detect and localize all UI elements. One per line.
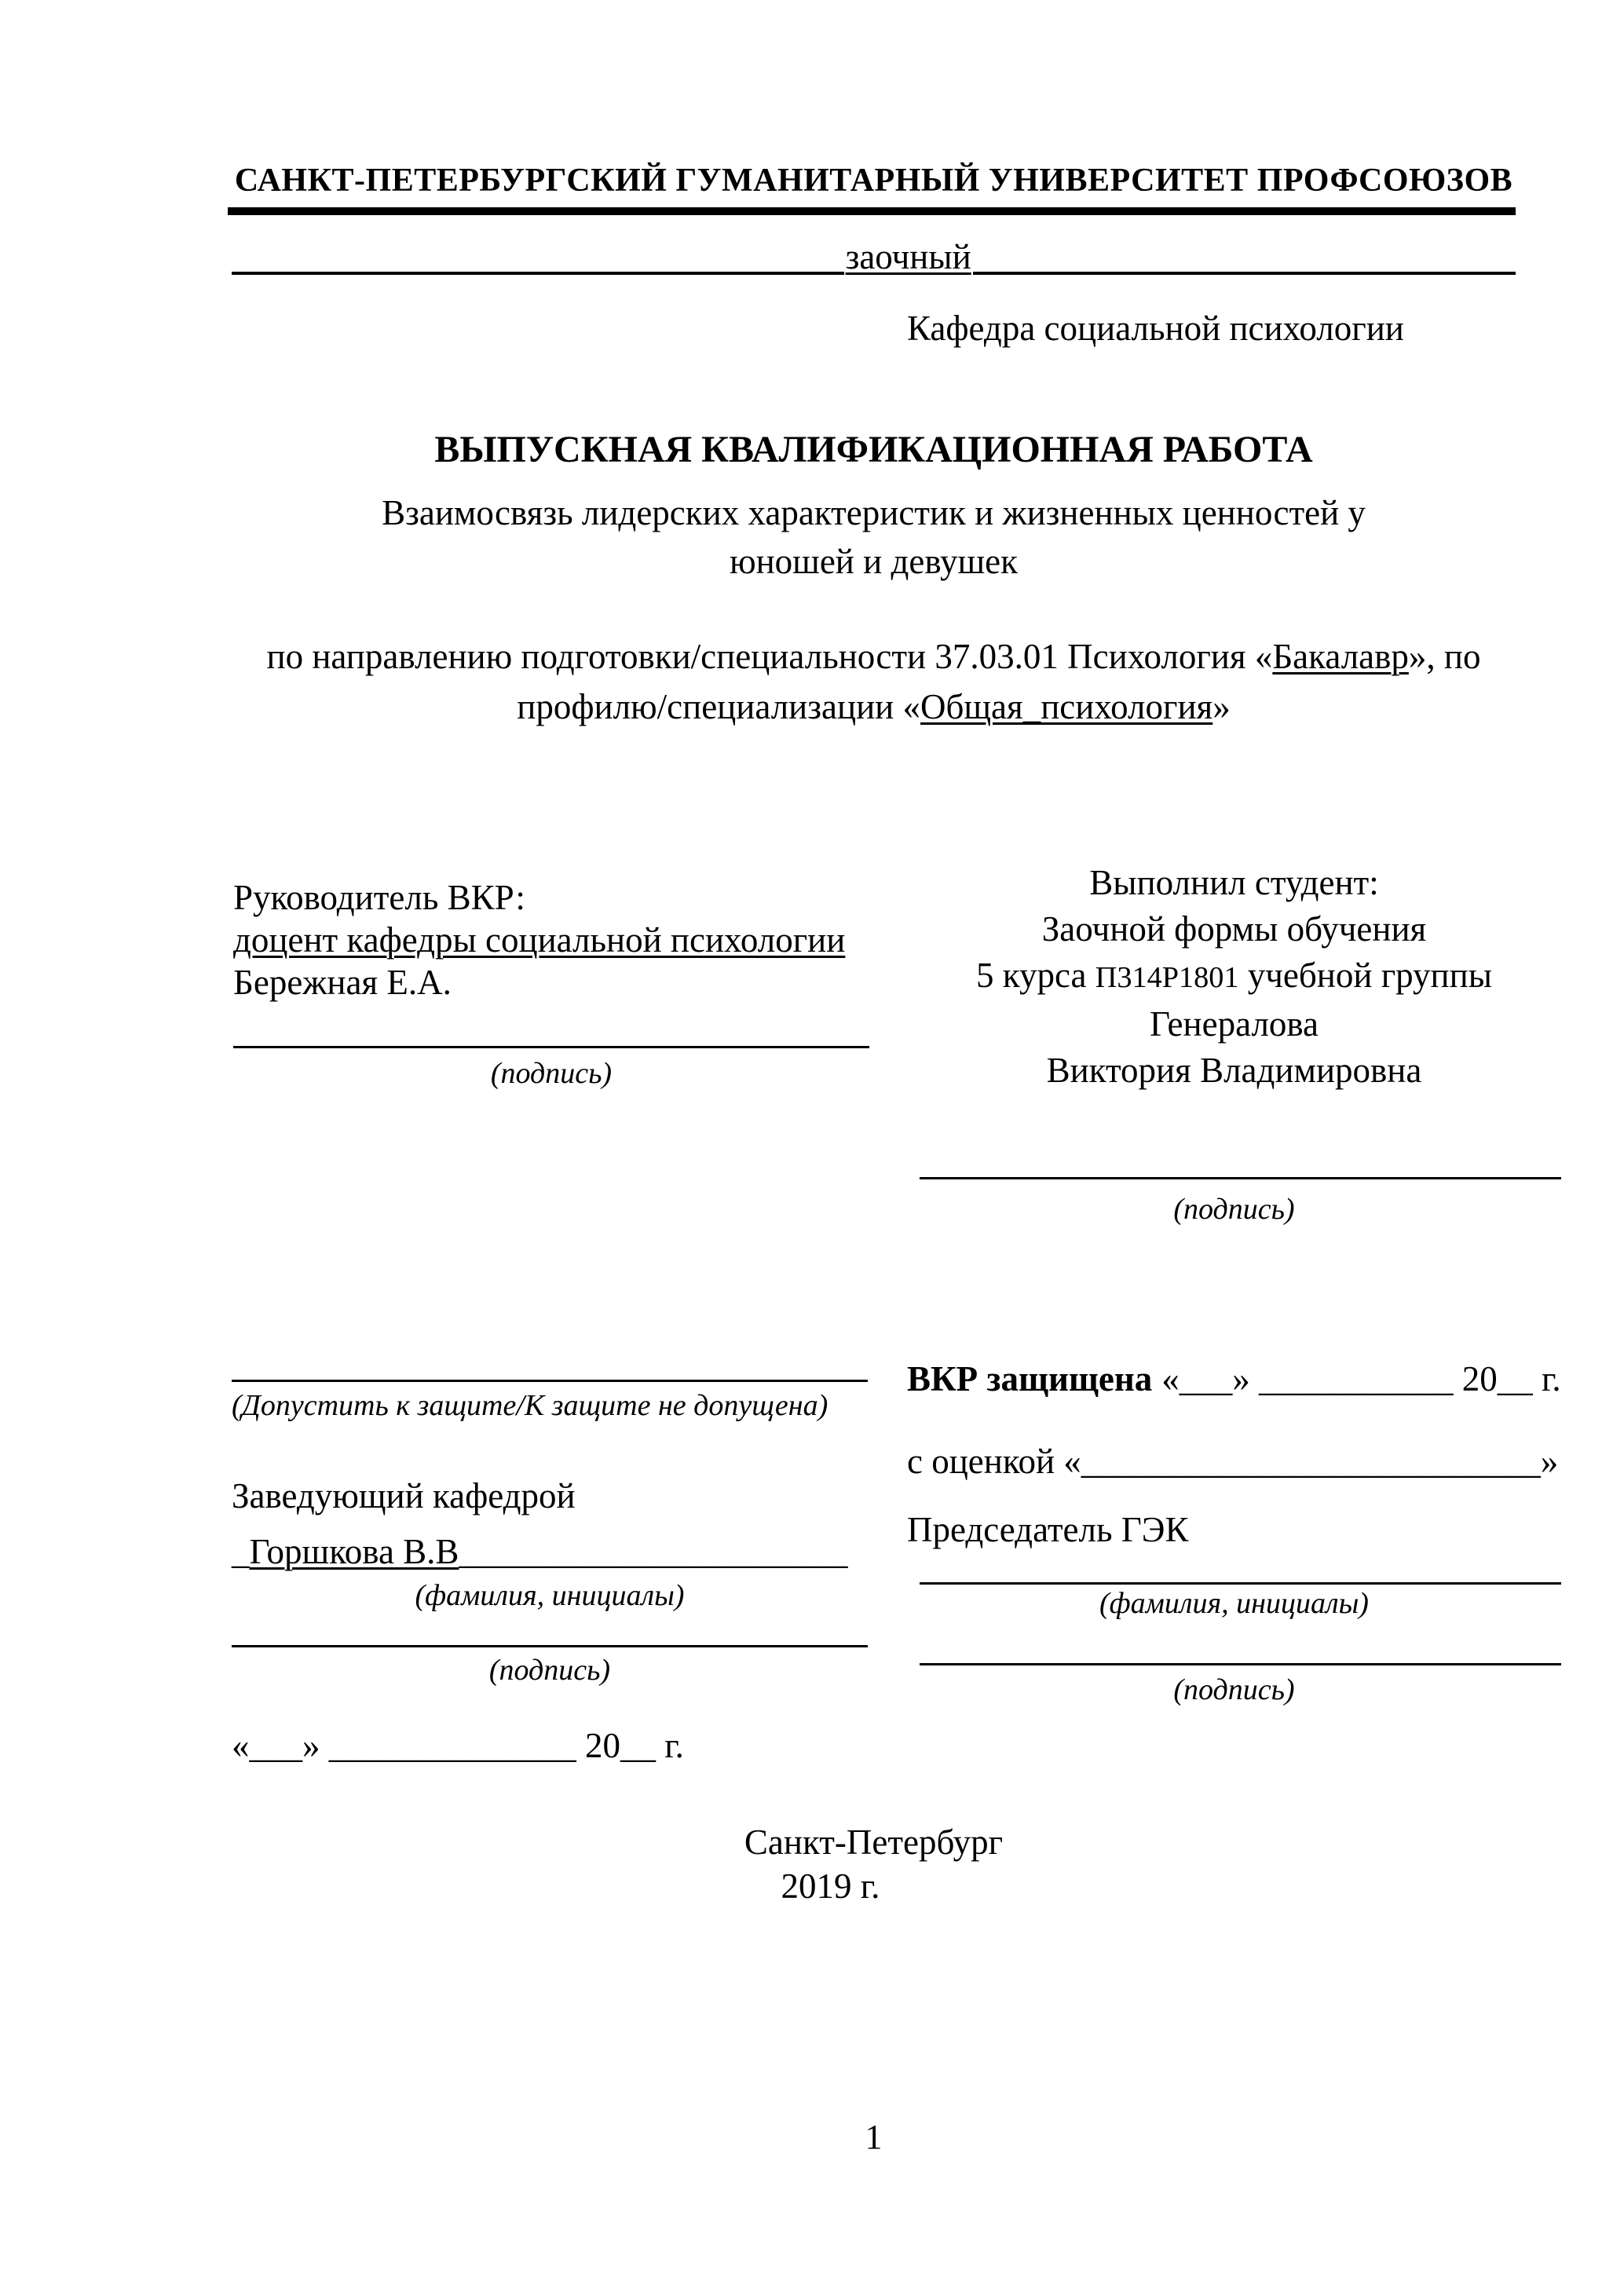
university-header: САНКТ-ПЕТЕРБУРГСКИЙ ГУМАНИТАРНЫЙ УНИВЕРСИТЕТ ПРОФСОЮЗОВ (234, 163, 1513, 199)
student-group (907, 952, 1561, 1001)
admission-note-caption: (Допустить к защите/К защите не допущена) (232, 1389, 828, 1422)
thesis-topic (232, 488, 1516, 586)
student-group-code: П314Р1801 (1095, 961, 1239, 994)
defense-block (907, 1357, 1561, 1707)
defense-status-line (907, 1357, 1561, 1401)
program-line-1-pre: по направлению подготовки/специальности 37.03.01 Психология « (266, 637, 1273, 676)
program-line-2-post: » (1213, 687, 1231, 726)
admission-decision-line (232, 1380, 868, 1382)
student-group-pre: 5 курса (976, 956, 1095, 995)
head-name-caption: (фамилия, инициалы) (415, 1579, 685, 1612)
defense-grade-line (907, 1439, 1561, 1483)
chair-signature-line (920, 1663, 1561, 1665)
student-block (907, 860, 1561, 1227)
head-name-line (232, 1530, 868, 1574)
header-rule (228, 207, 1516, 215)
study-form-line (232, 236, 1516, 278)
student-name-patronymic: Виктория Владимировна (1046, 1051, 1422, 1090)
supervisor-block (233, 876, 869, 1091)
admission-block (232, 1380, 868, 1768)
program-line-2-pre: профилю/специализации « (517, 687, 920, 726)
year: 2019 г. (781, 1866, 880, 1906)
program-line-1 (232, 631, 1516, 682)
head-of-department-label: Заведующий кафедрой (232, 1476, 576, 1515)
department-line: Кафедра социальной психологии (907, 309, 1404, 348)
program-line-1-post: », по (1408, 637, 1481, 676)
study-form-value: заочный (845, 237, 971, 276)
program-specification (232, 631, 1516, 732)
gek-chair-label: Председатель ГЭК (907, 1510, 1189, 1549)
head-name-trail-underscores: ______________________ (459, 1532, 848, 1571)
city: Санкт-Петербург (744, 1823, 1004, 1862)
student-group-post: учебной группы (1238, 956, 1492, 995)
thesis-topic-line-1: Взаимосвязь лидерских характеристик и жизненных ценностей у (382, 493, 1366, 532)
supervisor-signature-caption: (подпись) (490, 1057, 613, 1090)
student-signature-caption: (подпись) (1173, 1193, 1295, 1226)
admission-date-line: «___» ______________ 20__ г. (232, 1726, 684, 1765)
supervisor-signature-line (233, 1046, 869, 1048)
grade-post: » (1540, 1442, 1559, 1481)
program-line-2 (232, 682, 1516, 732)
program-profile: Общая_психология (920, 687, 1213, 726)
chair-name-line (920, 1582, 1561, 1585)
page-number: 1 (865, 2118, 883, 2156)
student-form: Заочной формы обучения (1041, 909, 1427, 949)
supervisor-name: Бережная Е.А. (233, 963, 452, 1002)
blank-line-right (973, 236, 1516, 275)
thesis-topic-line-2: юношей и девушек (729, 542, 1019, 581)
grade-blank: __________________________ (1081, 1442, 1541, 1481)
document-type-title: ВЫПУСКНАЯ КВАЛИФИКАЦИОННАЯ РАБОТА (434, 429, 1313, 470)
grade-pre: с оценкой « (907, 1442, 1081, 1481)
footer-city-year (232, 1820, 1516, 1908)
head-name: Горшкова В.В (249, 1532, 459, 1571)
student-signature-line (920, 1177, 1561, 1179)
student-surname: Генералова (1149, 1004, 1319, 1044)
head-signature-line (232, 1645, 868, 1647)
head-signature-caption: (подпись) (488, 1654, 611, 1687)
head-name-lead-underscore: _ (232, 1532, 250, 1571)
supervisor-position: доцент кафедры социальной психологии (233, 920, 846, 960)
student-label: Выполнил студент: (1089, 863, 1379, 902)
blank-line-left (232, 236, 844, 275)
defense-label: ВКР защищена (907, 1359, 1153, 1398)
program-degree: Бакалавр (1272, 637, 1409, 676)
chair-signature-caption: (подпись) (1173, 1673, 1295, 1706)
supervisor-label: Руководитель ВКР: (233, 878, 525, 917)
chair-name-caption: (фамилия, инициалы) (1099, 1587, 1369, 1620)
defense-date-blank: «___» ___________ 20__ г. (1161, 1359, 1561, 1398)
